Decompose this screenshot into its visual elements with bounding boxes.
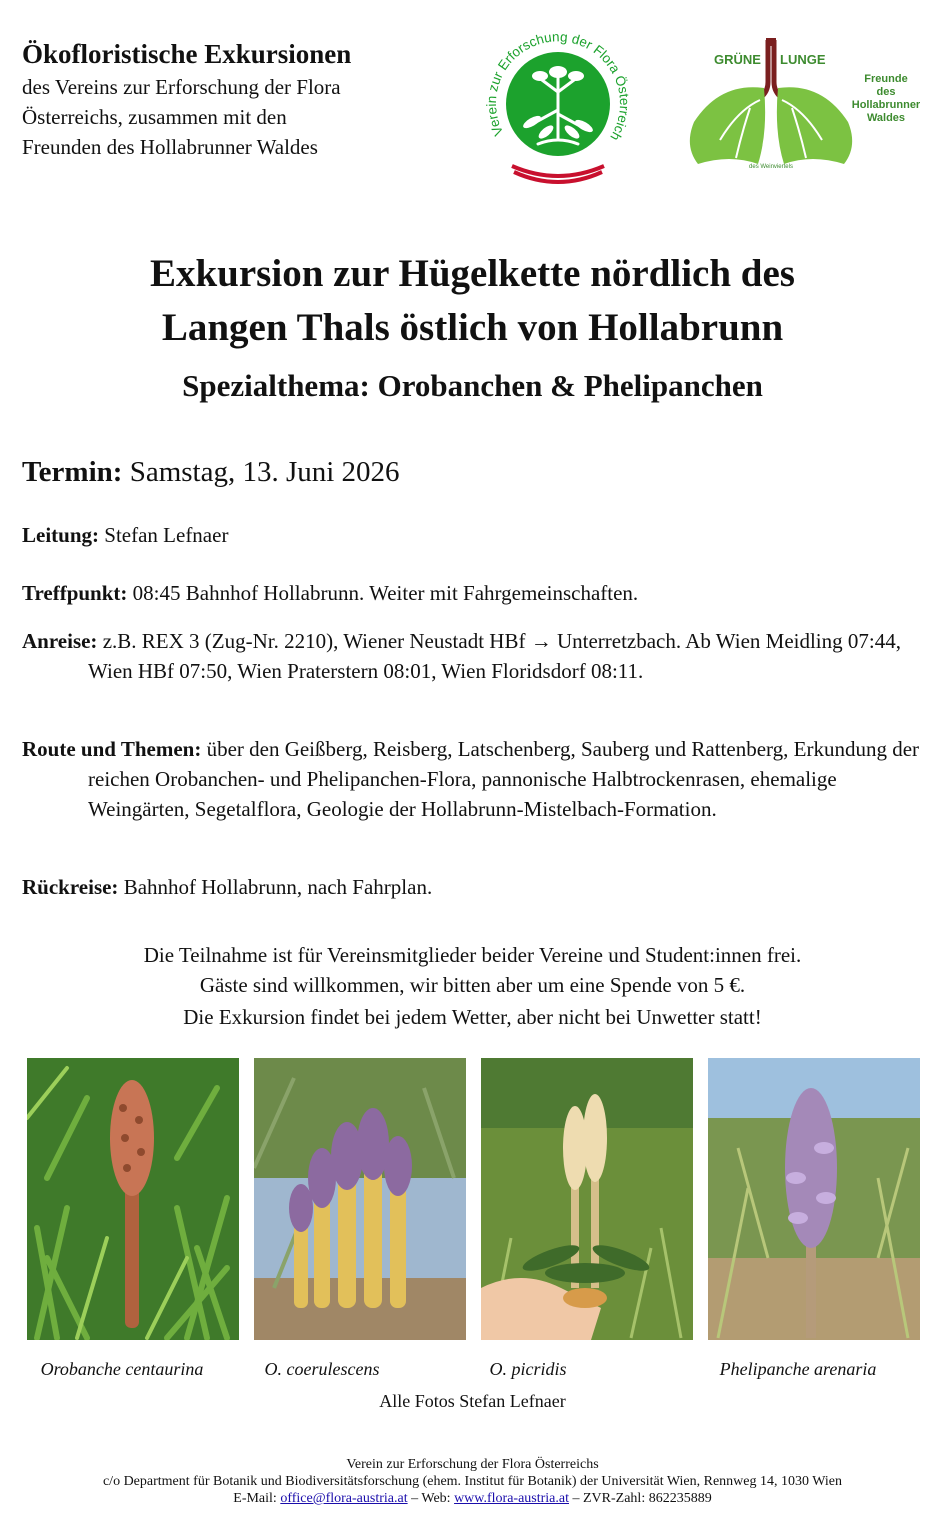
logo-side-line-4: Waldes (866, 112, 906, 124)
route-value: über den Geißberg, Reisberg, Latschenberg, Sauberg und Rattenberg, Erkundung der reichen Orobanchen- und Phelipanchen-Flora, pannonische Halbtrockenrasen, ehemalige Weingärten, Segetalflora, Geologie der Hollabrunn-Mistelbach-Formation. (88, 737, 920, 821)
caption-photo-4: Phelipanche arenaria (719, 1359, 877, 1379)
header-line-2: Österreichs, zusammen mit den (22, 105, 287, 129)
termin-value: Samstag, 13. Juni 2026 (122, 456, 400, 488)
treffpunkt-label: Treffpunkt: (22, 581, 128, 605)
logo-side-line-3: Hollabrunner (851, 99, 920, 111)
leitung-value: Stefan Lefnaer (99, 523, 229, 547)
photo-credit: Alle Fotos Stefan Lefnaer (379, 1391, 566, 1411)
photo-phelipanche-arenaria (708, 1058, 920, 1340)
logo-word-lunge: LUNGE (780, 52, 826, 67)
gruene-lunge-logo (680, 36, 920, 172)
treffpunkt (22, 578, 912, 608)
logo-side-line-2: des (876, 86, 896, 98)
logo-word-gruene: GRÜNE (714, 52, 761, 67)
main-title-line-2: Langen Thals östlich von Hollabrunn (161, 306, 784, 349)
logo-side-line-1: Freunde (864, 73, 908, 85)
footer-email-link[interactable]: office@flora-austria.at (280, 1491, 408, 1506)
anreise-value: z.B. REX 3 (Zug-Nr. 2210), Wiener Neustadt HBf → Unterretzbach. Ab Wien Meidling 07:44, Wien HBf 07:50, Wien Praterstern 08:01, Wien Floridsdorf 08:11. (88, 629, 901, 683)
notice-line-1: Die Teilnahme ist für Vereinsmitglieder beider Vereine und Student:innen frei. (143, 943, 802, 967)
rueckreise-label: Rückreise: (22, 875, 119, 899)
vefoe-logo (472, 10, 644, 188)
subtitle: Spezialthema: Orobanchen & Phelipanchen (182, 368, 763, 403)
footer-line-2: c/o Department für Botanik und Biodiversitätsforschung (ehem. Institut für Botanik) der Universität Wien, Rennweg 14, 1030 Wien (102, 1474, 843, 1489)
anreise (22, 626, 922, 686)
route (22, 734, 922, 824)
photo-o-picridis (481, 1058, 693, 1340)
footer-line-1: Verein zur Erforschung der Flora Österreichs (346, 1457, 599, 1472)
footer-email-label: E-Mail: (233, 1491, 281, 1506)
photo-o-coerulescens (254, 1058, 466, 1340)
footer-web-link[interactable]: www.flora-austria.at (454, 1491, 569, 1506)
header-title: Ökofloristische Exkursionen (22, 39, 352, 69)
caption-photo-2: O. coerulescens (264, 1359, 380, 1379)
vefoe-ring-text: Verein zur Erforschung der Flora Österreich (483, 29, 633, 144)
termin (22, 452, 400, 492)
leitung (22, 520, 912, 550)
main-title-line-1: Exkursion zur Hügelkette nördlich des (149, 252, 795, 295)
logo-bottom-text: des Weinviertels (749, 164, 793, 170)
notice-line-2: Gäste sind willkommen, wir bitten aber um eine Spende von 5 €. (199, 973, 746, 997)
treffpunkt-value: 08:45 Bahnhof Hollabrunn. Weiter mit Fahrgemeinschaften. (127, 581, 639, 605)
photo-orobanche-centaurina (27, 1058, 239, 1340)
footer-web-label: – Web: (407, 1491, 455, 1506)
route-label: Route und Themen: (22, 737, 202, 761)
header-line-1: des Vereins zur Erforschung der Flora (22, 75, 341, 99)
footer-zvr: – ZVR-Zahl: 862235889 (569, 1491, 712, 1506)
caption-photo-1: Orobanche centaurina (40, 1359, 204, 1379)
anreise-label: Anreise: (22, 629, 98, 653)
caption-photo-3: O. picridis (489, 1359, 567, 1379)
leitung-label: Leitung: (22, 523, 100, 547)
header-line-3: Freunden des Hollabrunner Waldes (22, 135, 318, 159)
rueckreise-value: Bahnhof Hollabrunn, nach Fahrplan. (118, 875, 433, 899)
notice-line-3: Die Exkursion findet bei jedem Wetter, aber nicht bei Unwetter statt! (183, 1005, 762, 1029)
footer-line-3 (0, 1490, 945, 1507)
rueckreise (22, 872, 912, 902)
termin-label: Termin: (22, 456, 123, 488)
